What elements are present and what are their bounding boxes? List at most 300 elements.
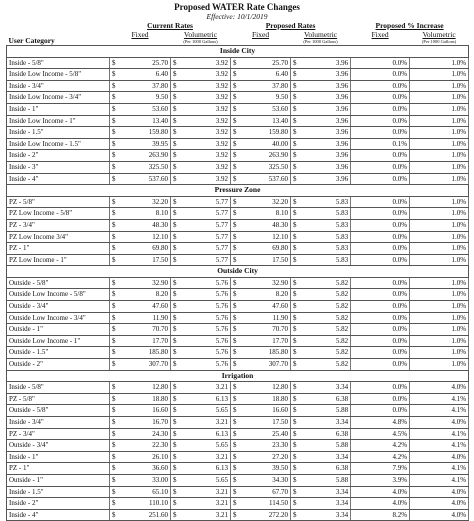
proposed-fixed-cell: 537.60	[240, 173, 291, 185]
proposed-increase-header: Proposed % Increase	[375, 21, 444, 30]
currency-cell: $	[291, 243, 300, 255]
currency-cell: $	[110, 474, 119, 486]
section-header-row	[7, 266, 469, 278]
increase-volumetric-cell: 1.0%	[410, 92, 469, 104]
increase-fixed-cell: 0.0%	[351, 115, 410, 127]
current-fixed-cell: 37.80	[119, 80, 171, 92]
currency-cell: $	[171, 417, 180, 429]
current-volumetric-cell: 3.92	[180, 127, 231, 139]
currency-cell: $	[171, 451, 180, 463]
currency-cell: $	[110, 138, 119, 150]
current-fixed-cell: 25.70	[119, 57, 171, 69]
currency-cell: $	[231, 277, 240, 289]
currency-cell: $	[231, 115, 240, 127]
table-row	[7, 231, 469, 243]
increase-fixed-cell: 0.0%	[351, 80, 410, 92]
currency-cell: $	[171, 231, 180, 243]
currency-cell: $	[171, 359, 180, 371]
proposed-volumetric-cell: 3.96	[300, 138, 351, 150]
increase-fixed-cell: 0.0%	[351, 231, 410, 243]
table-row	[7, 219, 469, 231]
increase-fixed-cell: 0.0%	[351, 161, 410, 173]
currency-cell: $	[291, 219, 300, 231]
proposed-fixed-cell: 263.90	[240, 150, 291, 162]
increase-fixed-cell: 0.1%	[351, 138, 410, 150]
currency-cell: $	[291, 301, 300, 313]
current-volumetric-cell: 3.21	[180, 486, 231, 498]
currency-cell: $	[231, 231, 240, 243]
current-fixed-cell: 70.70	[119, 324, 171, 336]
currency-cell: $	[171, 243, 180, 255]
currency-cell: $	[231, 161, 240, 173]
currency-cell: $	[171, 161, 180, 173]
increase-volumetric-cell: 1.0%	[410, 57, 469, 69]
increase-volumetric-cell: 1.0%	[410, 196, 469, 208]
increase-fixed-cell: 0.0%	[351, 208, 410, 220]
current-fixed-cell: 53.60	[119, 103, 171, 115]
currency-cell: $	[110, 80, 119, 92]
increase-volumetric-cell: 1.0%	[410, 80, 469, 92]
increase-volumetric-cell: 4.1%	[410, 393, 469, 405]
increase-fixed-cell: 4.2%	[351, 451, 410, 463]
increase-per-1000-note: (Per 1000 Gallons)	[421, 39, 457, 44]
current-fixed-header: Fixed	[131, 30, 149, 39]
table-row	[7, 103, 469, 115]
currency-cell: $	[171, 324, 180, 336]
currency-cell: $	[291, 196, 300, 208]
proposed-fixed-cell: 27.20	[240, 451, 291, 463]
currency-cell: $	[291, 486, 300, 498]
currency-cell: $	[110, 393, 119, 405]
category-cell: Inside - 1"	[7, 451, 110, 463]
currency-cell: $	[231, 208, 240, 220]
current-fixed-cell: 18.80	[119, 393, 171, 405]
currency-cell: $	[231, 474, 240, 486]
currency-cell: $	[171, 440, 180, 452]
increase-volumetric-cell: 1.0%	[410, 347, 469, 359]
increase-volumetric-cell: 1.0%	[410, 254, 469, 266]
increase-volumetric-cell: 1.0%	[410, 69, 469, 81]
current-volumetric-cell: 3.92	[180, 80, 231, 92]
increase-volumetric-cell: 1.0%	[410, 289, 469, 301]
currency-cell: $	[291, 150, 300, 162]
increase-fixed-cell: 0.0%	[351, 324, 410, 336]
currency-cell: $	[171, 335, 180, 347]
currency-cell: $	[291, 509, 300, 521]
currency-cell: $	[291, 312, 300, 324]
currency-cell: $	[291, 347, 300, 359]
proposed-volumetric-cell: 5.83	[300, 208, 351, 220]
table-row	[7, 196, 469, 208]
table-row	[7, 254, 469, 266]
currency-cell: $	[291, 405, 300, 417]
currency-cell: $	[171, 289, 180, 301]
current-volumetric-cell: 3.92	[180, 150, 231, 162]
currency-cell: $	[171, 312, 180, 324]
current-fixed-cell: 11.90	[119, 312, 171, 324]
currency-cell: $	[291, 289, 300, 301]
proposed-volumetric-cell: 3.34	[300, 486, 351, 498]
proposed-volumetric-cell: 5.88	[300, 474, 351, 486]
increase-fixed-cell: 0.0%	[351, 393, 410, 405]
increase-fixed-cell: 0.0%	[351, 103, 410, 115]
increase-volumetric-cell: 1.0%	[410, 161, 469, 173]
category-cell: Outside - 2"	[7, 359, 110, 371]
rate-table-body	[7, 46, 469, 521]
category-cell: Outside - 3/4"	[7, 301, 110, 313]
current-fixed-cell: 537.60	[119, 173, 171, 185]
increase-volumetric-cell: 1.0%	[410, 103, 469, 115]
proposed-fixed-cell: 69.80	[240, 243, 291, 255]
category-cell: Inside - 1"	[7, 103, 110, 115]
currency-cell: $	[171, 428, 180, 440]
current-fixed-cell: 8.20	[119, 289, 171, 301]
increase-fixed-cell: 8.2%	[351, 509, 410, 521]
currency-cell: $	[291, 138, 300, 150]
currency-cell: $	[171, 254, 180, 266]
category-cell: Inside - 4"	[7, 509, 110, 521]
section-header-row	[7, 370, 469, 382]
currency-cell: $	[231, 428, 240, 440]
increase-fixed-cell: 4.8%	[351, 417, 410, 429]
currency-cell: $	[110, 417, 119, 429]
category-cell: Outside - 1.5"	[7, 347, 110, 359]
increase-fixed-cell: 4.0%	[351, 486, 410, 498]
increase-fixed-cell: 4.0%	[351, 498, 410, 510]
increase-volumetric-cell: 1.0%	[410, 150, 469, 162]
increase-volumetric-cell: 1.0%	[410, 243, 469, 255]
currency-cell: $	[110, 115, 119, 127]
currency-cell: $	[291, 80, 300, 92]
currency-cell: $	[171, 150, 180, 162]
current-fixed-cell: 26.10	[119, 451, 171, 463]
currency-cell: $	[171, 115, 180, 127]
section-title: Pressure Zone	[7, 185, 469, 197]
category-cell: Inside Low Income - 1.5"	[7, 138, 110, 150]
currency-cell: $	[171, 92, 180, 104]
currency-cell: $	[231, 509, 240, 521]
increase-fixed-cell: 0.0%	[351, 243, 410, 255]
proposed-volumetric-cell: 6.38	[300, 428, 351, 440]
currency-cell: $	[110, 161, 119, 173]
proposed-volumetric-cell: 5.83	[300, 254, 351, 266]
increase-volumetric-cell: 1.0%	[410, 173, 469, 185]
proposed-fixed-cell: 185.80	[240, 347, 291, 359]
current-volumetric-cell: 5.76	[180, 277, 231, 289]
currency-cell: $	[231, 219, 240, 231]
currency-cell: $	[110, 312, 119, 324]
category-cell: Inside - 1.5"	[7, 127, 110, 139]
proposed-volumetric-cell: 3.96	[300, 92, 351, 104]
proposed-fixed-cell: 25.70	[240, 57, 291, 69]
table-row	[7, 359, 469, 371]
category-cell: Inside Low Income - 1"	[7, 115, 110, 127]
increase-fixed-cell: 0.0%	[351, 312, 410, 324]
currency-cell: $	[231, 80, 240, 92]
rate-sheet	[6, 2, 468, 521]
category-cell: PZ - 5/8"	[7, 393, 110, 405]
current-fixed-cell: 39.95	[119, 138, 171, 150]
currency-cell: $	[231, 301, 240, 313]
section-title: Inside City	[7, 46, 469, 58]
table-row	[7, 138, 469, 150]
currency-cell: $	[171, 103, 180, 115]
increase-volumetric-cell: 1.0%	[410, 359, 469, 371]
table-row	[7, 127, 469, 139]
currency-cell: $	[291, 208, 300, 220]
current-fixed-cell: 65.10	[119, 486, 171, 498]
currency-cell: $	[171, 347, 180, 359]
increase-fixed-cell: 0.0%	[351, 335, 410, 347]
current-volumetric-header: Volumetric	[183, 30, 218, 39]
proposed-fixed-cell: 159.80	[240, 127, 291, 139]
table-row	[7, 289, 469, 301]
current-fixed-cell: 17.70	[119, 335, 171, 347]
currency-cell: $	[171, 80, 180, 92]
table-row	[7, 428, 469, 440]
increase-volumetric-cell: 4.0%	[410, 382, 469, 394]
proposed-volumetric-cell: 5.83	[300, 196, 351, 208]
proposed-fixed-cell: 70.70	[240, 324, 291, 336]
effective-date: Effective: 10/1/2019	[206, 12, 268, 21]
table-row	[7, 277, 469, 289]
increase-volumetric-cell: 1.0%	[410, 277, 469, 289]
current-fixed-cell: 33.00	[119, 474, 171, 486]
currency-cell: $	[291, 474, 300, 486]
category-cell: Outside - 1"	[7, 324, 110, 336]
currency-cell: $	[171, 57, 180, 69]
current-fixed-cell: 159.80	[119, 127, 171, 139]
currency-cell: $	[110, 463, 119, 475]
proposed-volumetric-cell: 3.34	[300, 451, 351, 463]
currency-cell: $	[171, 405, 180, 417]
proposed-fixed-cell: 8.10	[240, 208, 291, 220]
currency-cell: $	[110, 208, 119, 220]
proposed-fixed-cell: 307.70	[240, 359, 291, 371]
proposed-fixed-cell: 6.40	[240, 69, 291, 81]
current-volumetric-cell: 3.92	[180, 138, 231, 150]
proposed-fixed-cell: 48.30	[240, 219, 291, 231]
category-cell: Inside - 5/8"	[7, 382, 110, 394]
category-cell: Inside - 1.5"	[7, 486, 110, 498]
currency-cell: $	[110, 289, 119, 301]
currency-cell: $	[291, 231, 300, 243]
proposed-volumetric-cell: 5.88	[300, 440, 351, 452]
proposed-volumetric-cell: 3.34	[300, 498, 351, 510]
currency-cell: $	[291, 57, 300, 69]
proposed-volumetric-cell: 5.82	[300, 347, 351, 359]
proposed-volumetric-cell: 5.82	[300, 289, 351, 301]
proposed-volumetric-cell: 3.34	[300, 382, 351, 394]
proposed-fixed-cell: 40.00	[240, 138, 291, 150]
table-row	[7, 451, 469, 463]
increase-volumetric-cell: 1.0%	[410, 208, 469, 220]
currency-cell: $	[231, 359, 240, 371]
currency-cell: $	[171, 498, 180, 510]
current-volumetric-cell: 3.92	[180, 115, 231, 127]
section-title: Irrigation	[7, 370, 469, 382]
increase-fixed-cell: 0.0%	[351, 347, 410, 359]
currency-cell: $	[110, 486, 119, 498]
table-row	[7, 312, 469, 324]
current-volumetric-cell: 3.92	[180, 161, 231, 173]
current-volumetric-cell: 6.13	[180, 463, 231, 475]
proposed-fixed-cell: 114.50	[240, 498, 291, 510]
currency-cell: $	[231, 289, 240, 301]
increase-fixed-cell: 0.0%	[351, 92, 410, 104]
increase-fixed-cell: 7.9%	[351, 463, 410, 475]
current-fixed-cell: 32.90	[119, 277, 171, 289]
currency-cell: $	[291, 498, 300, 510]
current-fixed-cell: 13.40	[119, 115, 171, 127]
currency-cell: $	[231, 312, 240, 324]
currency-cell: $	[291, 324, 300, 336]
currency-cell: $	[231, 173, 240, 185]
category-cell: Outside - 3/4"	[7, 440, 110, 452]
currency-cell: $	[291, 393, 300, 405]
proposed-fixed-cell: 32.90	[240, 277, 291, 289]
currency-cell: $	[291, 173, 300, 185]
current-volumetric-cell: 5.65	[180, 440, 231, 452]
proposed-volumetric-cell: 5.82	[300, 324, 351, 336]
increase-volumetric-cell: 1.0%	[410, 231, 469, 243]
proposed-fixed-cell: 32.20	[240, 196, 291, 208]
currency-cell: $	[110, 150, 119, 162]
proposed-volumetric-cell: 3.96	[300, 103, 351, 115]
increase-volumetric-cell: 4.1%	[410, 463, 469, 475]
proposed-volumetric-cell: 5.82	[300, 335, 351, 347]
current-volumetric-cell: 5.77	[180, 208, 231, 220]
currency-cell: $	[291, 440, 300, 452]
increase-fixed-cell: 0.0%	[351, 219, 410, 231]
table-row	[7, 324, 469, 336]
currency-cell: $	[291, 335, 300, 347]
currency-cell: $	[171, 208, 180, 220]
currency-cell: $	[110, 254, 119, 266]
currency-cell: $	[171, 127, 180, 139]
proposed-rates-header: Proposed Rates	[265, 21, 316, 30]
proposed-volumetric-cell: 5.83	[300, 231, 351, 243]
proposed-volumetric-cell: 3.96	[300, 150, 351, 162]
category-cell: Outside - 1"	[7, 474, 110, 486]
increase-volumetric-cell: 1.0%	[410, 324, 469, 336]
proposed-volumetric-cell: 3.96	[300, 69, 351, 81]
current-volumetric-cell: 5.76	[180, 347, 231, 359]
proposed-volumetric-cell: 5.83	[300, 219, 351, 231]
category-cell: Inside - 5/8"	[7, 57, 110, 69]
increase-volumetric-cell: 4.1%	[410, 428, 469, 440]
currency-cell: $	[231, 405, 240, 417]
currency-cell: $	[231, 324, 240, 336]
currency-cell: $	[171, 509, 180, 521]
category-cell: Inside - 3"	[7, 161, 110, 173]
increase-fixed-cell: 0.0%	[351, 254, 410, 266]
proposed-fixed-cell: 12.10	[240, 231, 291, 243]
table-row	[7, 440, 469, 452]
current-fixed-cell: 48.30	[119, 219, 171, 231]
section-title: Outside City	[7, 266, 469, 278]
current-volumetric-cell: 5.65	[180, 474, 231, 486]
currency-cell: $	[110, 440, 119, 452]
proposed-volumetric-cell: 5.82	[300, 312, 351, 324]
proposed-volumetric-cell: 5.82	[300, 301, 351, 313]
current-volumetric-cell: 5.76	[180, 359, 231, 371]
currency-cell: $	[231, 196, 240, 208]
proposed-fixed-cell: 17.70	[240, 335, 291, 347]
currency-cell: $	[110, 57, 119, 69]
proposed-volumetric-cell: 3.34	[300, 509, 351, 521]
current-rates-header: Current Rates	[147, 21, 193, 30]
increase-volumetric-header: Volumetric	[422, 30, 456, 39]
current-fixed-cell: 251.60	[119, 509, 171, 521]
currency-cell: $	[231, 440, 240, 452]
proposed-fixed-cell: 8.20	[240, 289, 291, 301]
section-header-row	[7, 185, 469, 197]
currency-cell: $	[171, 382, 180, 394]
currency-cell: $	[171, 196, 180, 208]
table-row	[7, 208, 469, 220]
table-row	[7, 393, 469, 405]
currency-cell: $	[110, 382, 119, 394]
increase-fixed-cell: 0.0%	[351, 359, 410, 371]
increase-volumetric-cell: 1.0%	[410, 127, 469, 139]
currency-cell: $	[110, 347, 119, 359]
currency-cell: $	[110, 335, 119, 347]
increase-fixed-cell: 0.0%	[351, 57, 410, 69]
document-title: Proposed WATER Rate Changes	[174, 2, 300, 12]
proposed-fixed-cell: 11.90	[240, 312, 291, 324]
current-fixed-cell: 307.70	[119, 359, 171, 371]
category-cell: PZ - 1"	[7, 463, 110, 475]
increase-volumetric-cell: 4.0%	[410, 417, 469, 429]
increase-fixed-cell: 4.2%	[351, 440, 410, 452]
current-fixed-cell: 263.90	[119, 150, 171, 162]
increase-fixed-cell: 0.0%	[351, 173, 410, 185]
proposed-volumetric-cell: 3.96	[300, 127, 351, 139]
table-row	[7, 405, 469, 417]
currency-cell: $	[291, 382, 300, 394]
increase-fixed-cell: 0.0%	[351, 301, 410, 313]
proposed-volumetric-cell: 5.88	[300, 405, 351, 417]
current-volumetric-cell: 5.77	[180, 219, 231, 231]
increase-volumetric-cell: 1.0%	[410, 138, 469, 150]
category-cell: Inside - 2"	[7, 498, 110, 510]
currency-cell: $	[231, 486, 240, 498]
table-row	[7, 69, 469, 81]
currency-cell: $	[231, 498, 240, 510]
proposed-fixed-cell: 16.60	[240, 405, 291, 417]
current-fixed-cell: 22.30	[119, 440, 171, 452]
currency-cell: $	[231, 69, 240, 81]
table-row	[7, 57, 469, 69]
currency-cell: $	[171, 173, 180, 185]
currency-cell: $	[291, 92, 300, 104]
current-volumetric-cell: 5.76	[180, 301, 231, 313]
category-cell: Inside - 3/4"	[7, 417, 110, 429]
table-row	[7, 463, 469, 475]
currency-cell: $	[171, 463, 180, 475]
currency-cell: $	[110, 277, 119, 289]
currency-cell: $	[171, 219, 180, 231]
currency-cell: $	[110, 498, 119, 510]
currency-cell: $	[110, 127, 119, 139]
proposed-fixed-cell: 25.40	[240, 428, 291, 440]
proposed-fixed-cell: 9.50	[240, 92, 291, 104]
current-fixed-cell: 325.50	[119, 161, 171, 173]
current-fixed-cell: 16.70	[119, 417, 171, 429]
current-fixed-cell: 6.40	[119, 69, 171, 81]
user-category-header: User Category	[8, 36, 55, 45]
